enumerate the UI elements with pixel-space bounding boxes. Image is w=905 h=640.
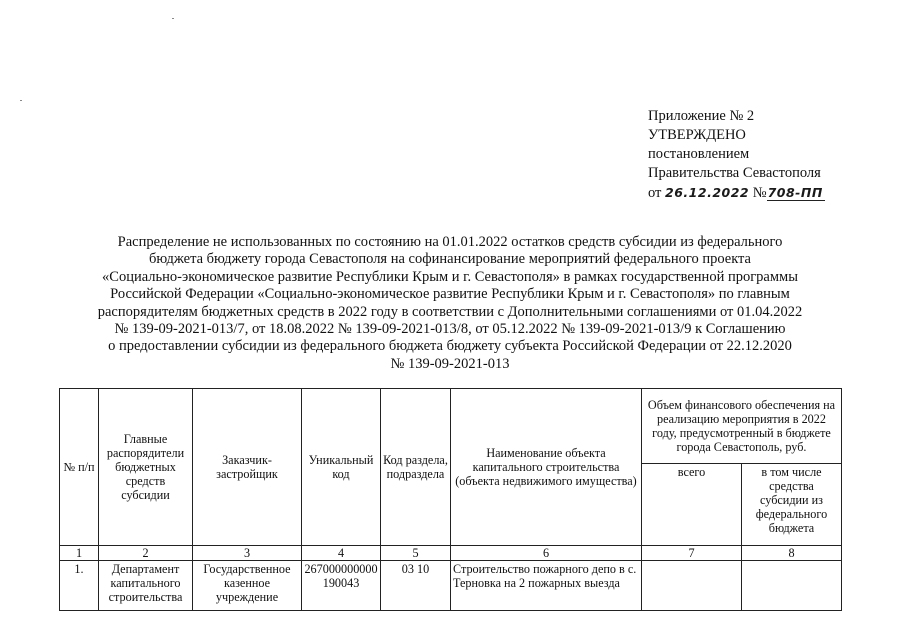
column-number: 3: [193, 546, 302, 561]
row-unique-code: 267000000000190043: [302, 561, 381, 611]
header-object-name: Наименование объекта капитального строительства (объекта недвижимого имущества): [451, 389, 642, 546]
heading-line: о предоставлении субсидии из федерального бюджета бюджету субъекта Российской Федерации от 22.12.2020: [108, 338, 792, 355]
handwritten-date: 26.12.2022: [665, 185, 750, 200]
column-numbers-row: [60, 546, 842, 561]
heading-line: Российской Федерации «Социально-экономическое развитие Республики Крым и г. Севастополя» по главным: [110, 286, 790, 303]
table-header-row: [60, 389, 842, 464]
government-label: Правительства Севастополя: [648, 165, 821, 181]
column-number: 7: [642, 546, 742, 561]
header-unique-code: Уникальный код: [302, 389, 381, 546]
header-managers: Главные распорядители бюджетных средств субсидии: [99, 389, 193, 546]
row-customer: Государственное казенное учреждение: [193, 561, 302, 611]
column-number: 6: [451, 546, 642, 561]
number-label: №: [752, 185, 767, 201]
row-num: 1.: [60, 561, 99, 611]
heading-line: № 139-09-2021-013/7, от 18.08.2022 № 139-09-2021-013/8, от 05.12.2022 № 139-09-2021-013/9 к Соглашению: [114, 321, 786, 338]
row-total: [642, 561, 742, 611]
header-total: всего: [642, 464, 742, 546]
row-federal: [742, 561, 842, 611]
heading-line: бюджета бюджету города Севастополя на софинансирование мероприятий федерального проекта: [148, 251, 751, 268]
header-federal: в том числе средства субсидии из федерального бюджета: [742, 464, 842, 546]
subsidy-distribution-table: [59, 388, 842, 611]
resolution-date-line: [648, 183, 898, 203]
from-label: от: [648, 185, 662, 201]
heading-line: «Социально-экономическое развитие Республики Крым и г. Севастополя» в рамках государственной программы: [102, 268, 798, 285]
appendix-block: [648, 107, 898, 203]
heading-line: распорядителям бюджетных средств в 2022 году в соответствии с Дополнительными соглашениями от 01.04.2022: [97, 303, 803, 320]
heading-line: Распределение не использованных по состоянию на 01.01.2022 остатков средств субсидии из федерального: [117, 234, 783, 250]
header-customer: Заказчик-застройщик: [193, 389, 302, 546]
header-section-code: Код раздела, подраздела: [381, 389, 451, 546]
heading-line: № 139-09-2021-013: [390, 355, 510, 372]
column-number: 1: [60, 546, 99, 561]
approved-stamp-text: УТВЕРЖДЕНО: [648, 127, 746, 143]
document-heading: [70, 234, 830, 373]
column-number: 5: [381, 546, 451, 561]
row-manager: Департамент капитального строительства: [99, 561, 193, 611]
header-funding: Объем финансового обеспечения на реализацию мероприятия в 2022 году, предусмотренный в бюджете города Севастополь, руб.: [642, 389, 842, 464]
column-number: 8: [742, 546, 842, 561]
appendix-number: Приложение № 2: [648, 108, 755, 124]
table-row: [60, 561, 842, 611]
scan-speck: [20, 100, 22, 101]
row-object-name: Строительство пожарного депо в с. Терновка на 2 пожарных выезда: [451, 561, 642, 611]
column-number: 4: [302, 546, 381, 561]
handwritten-number: 708-ПП: [767, 185, 823, 200]
resolution-label: постановлением: [648, 146, 750, 162]
scan-speck: [172, 18, 174, 19]
column-number: 2: [99, 546, 193, 561]
header-num: № п/п: [60, 389, 99, 546]
row-section-code: 03 10: [381, 561, 451, 611]
